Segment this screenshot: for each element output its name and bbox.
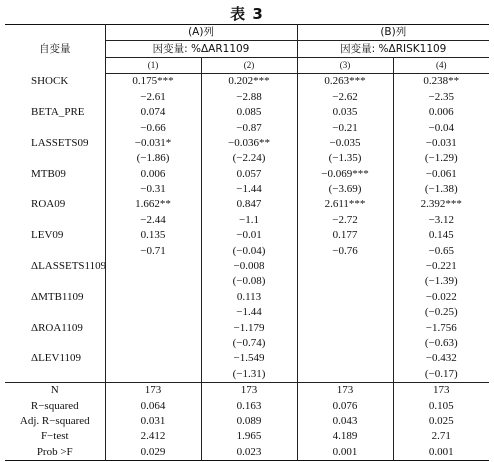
cell-col-4: 2.71	[431, 430, 451, 443]
col-num-4: (4)	[393, 57, 489, 73]
cell-col-1	[105, 290, 201, 305]
stats-row	[5, 382, 489, 398]
cell-col-3	[297, 336, 393, 351]
cell-col-2: 0.085	[201, 105, 297, 120]
cell-col-3	[297, 320, 393, 335]
row-label: ΔROA1109	[5, 320, 105, 335]
cell-col-4: 0.105	[428, 399, 454, 412]
cell-col-4: −0.022	[425, 290, 457, 303]
cell-col-1	[105, 351, 201, 366]
cell-col-3: 0.043	[297, 414, 393, 429]
cell-col-2: 0.847	[201, 197, 297, 212]
cell-col-3: 0.177	[297, 228, 393, 243]
cell-col-2: −1.44	[201, 305, 297, 320]
table-row	[5, 243, 489, 258]
cell-col-4: (−0.17)	[393, 367, 489, 383]
cell-col-4: (−1.29)	[424, 152, 458, 165]
cell-col-4: −0.04	[428, 121, 454, 134]
cell-col-3	[297, 290, 393, 305]
table-row	[5, 167, 489, 182]
cell-col-3	[297, 351, 393, 366]
cell-col-1: 0.074	[105, 105, 201, 120]
table-row	[5, 290, 489, 305]
cell-col-3: −0.035	[297, 136, 393, 151]
cell-col-2: −1.179	[201, 320, 297, 335]
cell-col-2: (−0.04)	[201, 243, 297, 258]
cell-col-1: 2.412	[105, 429, 201, 444]
cell-col-3: (−3.69)	[297, 182, 393, 197]
cell-col-1: −0.71	[105, 243, 201, 258]
row-label: ROA09	[5, 197, 105, 212]
cell-col-2: −1.1	[201, 213, 297, 228]
cell-col-1	[105, 320, 201, 335]
cell-col-1	[105, 274, 201, 289]
cell-col-3	[297, 367, 393, 383]
cell-col-1	[105, 336, 201, 351]
cell-col-4: −2.35	[428, 90, 454, 103]
cell-col-2: 0.113	[201, 290, 297, 305]
cell-col-3: −0.76	[297, 243, 393, 258]
cell-col-1: −0.31	[105, 182, 201, 197]
cell-col-3: (−1.35)	[297, 151, 393, 166]
cell-col-4: (−0.63)	[424, 337, 458, 349]
cell-col-3	[297, 305, 393, 320]
cell-col-1: −0.66	[105, 120, 201, 135]
cell-col-1: 0.006	[105, 167, 201, 182]
row-label: MTB09	[5, 167, 105, 182]
cell-col-4: 173	[433, 384, 450, 397]
group-b-header: (B)列	[297, 25, 489, 41]
cell-col-4: 0.001	[393, 445, 489, 461]
table-title: 表 3	[230, 5, 264, 23]
cell-col-2: 0.202***	[201, 74, 297, 90]
cell-col-3: −0.069***	[297, 167, 393, 182]
cell-col-4: (−1.38)	[424, 183, 458, 196]
cell-col-3: 0.076	[297, 398, 393, 413]
table-row	[5, 105, 489, 120]
cell-col-2: 173	[201, 382, 297, 398]
row-label: Adj. R−squared	[5, 414, 105, 429]
table-row	[5, 136, 489, 151]
cell-col-4: −0.432	[425, 352, 457, 365]
cell-col-2: 0.057	[201, 167, 297, 182]
stats-row	[5, 414, 489, 429]
cell-col-1	[105, 367, 201, 383]
row-label: ΔLEV1109	[5, 351, 105, 366]
row-label: ΔMTB1109	[5, 290, 105, 305]
col-num-3: (3)	[297, 57, 393, 73]
table-row	[5, 120, 489, 135]
row-label: F−test	[5, 429, 105, 444]
stats-row	[5, 398, 489, 413]
table-row	[5, 305, 489, 320]
table-row	[5, 367, 489, 383]
table-row	[5, 228, 489, 243]
row-label	[5, 305, 105, 320]
cell-col-1	[105, 259, 201, 274]
cell-col-1: 1.662**	[105, 197, 201, 212]
cell-col-1: 0.031	[105, 414, 201, 429]
table-row	[5, 274, 489, 289]
cell-col-2: −1.44	[201, 182, 297, 197]
row-label	[5, 151, 105, 166]
cell-col-2: (−0.74)	[201, 336, 297, 351]
cell-col-4: 0.238**	[423, 75, 460, 88]
stats-row	[5, 445, 489, 461]
cell-col-1: 0.029	[105, 445, 201, 461]
cell-col-3: 0.263***	[297, 74, 393, 90]
cell-col-3: −0.21	[297, 120, 393, 135]
cell-col-4: (−1.39)	[424, 275, 458, 288]
cell-col-4: −1.756	[425, 321, 457, 334]
cell-col-2: 0.089	[201, 414, 297, 429]
dep-var-b: 因变量: %ΔRISK1109	[297, 41, 489, 57]
cell-col-4: 2.392***	[420, 198, 462, 211]
row-label: ΔLASSETS1109	[5, 259, 105, 274]
col-num-2: (2)	[201, 57, 297, 73]
row-label	[5, 336, 105, 351]
cell-col-3: −2.72	[297, 213, 393, 228]
cell-col-1: (−1.86)	[105, 151, 201, 166]
cell-col-2: (−1.31)	[201, 367, 297, 383]
stats-row	[5, 429, 489, 444]
row-label	[5, 182, 105, 197]
row-label: LEV09	[5, 228, 105, 243]
cell-col-2: 1.965	[201, 429, 297, 444]
cell-col-4: −0.031	[425, 136, 457, 149]
cell-col-2: 0.023	[201, 445, 297, 461]
cell-col-2: −0.01	[201, 228, 297, 243]
row-label: SHOCK	[5, 74, 105, 90]
cell-col-1: 0.064	[105, 398, 201, 413]
table-row	[5, 151, 489, 166]
cell-col-1	[105, 305, 201, 320]
cell-col-4: 0.025	[428, 414, 454, 427]
table-row	[5, 182, 489, 197]
table-row	[5, 213, 489, 228]
row-label: R−squared	[5, 398, 105, 413]
cell-col-2: −0.008	[201, 259, 297, 274]
row-label	[5, 90, 105, 105]
group-a-header: (A)列	[105, 25, 297, 41]
table-row	[5, 74, 489, 90]
cell-col-1: −2.44	[105, 213, 201, 228]
row-label-header: 自变量	[5, 25, 105, 74]
cell-col-4: 0.145	[428, 229, 454, 242]
cell-col-1: 0.135	[105, 228, 201, 243]
cell-col-1: 173	[105, 382, 201, 398]
cell-col-1: 0.175***	[105, 74, 201, 90]
regression-table	[5, 24, 489, 461]
cell-col-3: 173	[297, 382, 393, 398]
table-row	[5, 336, 489, 351]
row-label: BETA_PRE	[5, 105, 105, 120]
cell-col-3	[297, 274, 393, 289]
cell-col-3: 0.035	[297, 105, 393, 120]
cell-col-4: 0.006	[428, 106, 454, 119]
row-label: N	[5, 382, 105, 398]
cell-col-3: 0.001	[297, 445, 393, 461]
row-label: LASSETS09	[5, 136, 105, 151]
cell-col-1: −2.61	[105, 90, 201, 105]
table-row	[5, 320, 489, 335]
cell-col-4: −3.12	[428, 213, 454, 226]
row-label: Prob >F	[5, 445, 105, 461]
table-row	[5, 259, 489, 274]
cell-col-2: (−2.24)	[201, 151, 297, 166]
col-num-1: (1)	[105, 57, 201, 73]
table-row	[5, 351, 489, 366]
cell-col-1: −0.031*	[105, 136, 201, 151]
cell-col-4: (−0.25)	[424, 306, 458, 319]
row-label	[5, 367, 105, 383]
row-label	[5, 213, 105, 228]
cell-col-2: −0.87	[201, 120, 297, 135]
table-row	[5, 197, 489, 212]
cell-col-2: 0.163	[201, 398, 297, 413]
cell-col-3: 4.189	[297, 429, 393, 444]
cell-col-3: 2.611***	[297, 197, 393, 212]
cell-col-4: −0.65	[428, 244, 454, 257]
cell-col-2: (−0.08)	[201, 274, 297, 289]
row-label	[5, 274, 105, 289]
row-label	[5, 243, 105, 258]
cell-col-2: −1.549	[201, 351, 297, 366]
cell-col-4: −0.221	[425, 260, 457, 273]
cell-col-2: −2.88	[201, 90, 297, 105]
row-label	[5, 120, 105, 135]
cell-col-4: −0.061	[425, 167, 457, 180]
cell-col-2: −0.036**	[201, 136, 297, 151]
cell-col-3	[297, 259, 393, 274]
cell-col-3: −2.62	[297, 90, 393, 105]
dep-var-a: 因变量: %ΔAR1109	[105, 41, 297, 57]
table-row	[5, 90, 489, 105]
